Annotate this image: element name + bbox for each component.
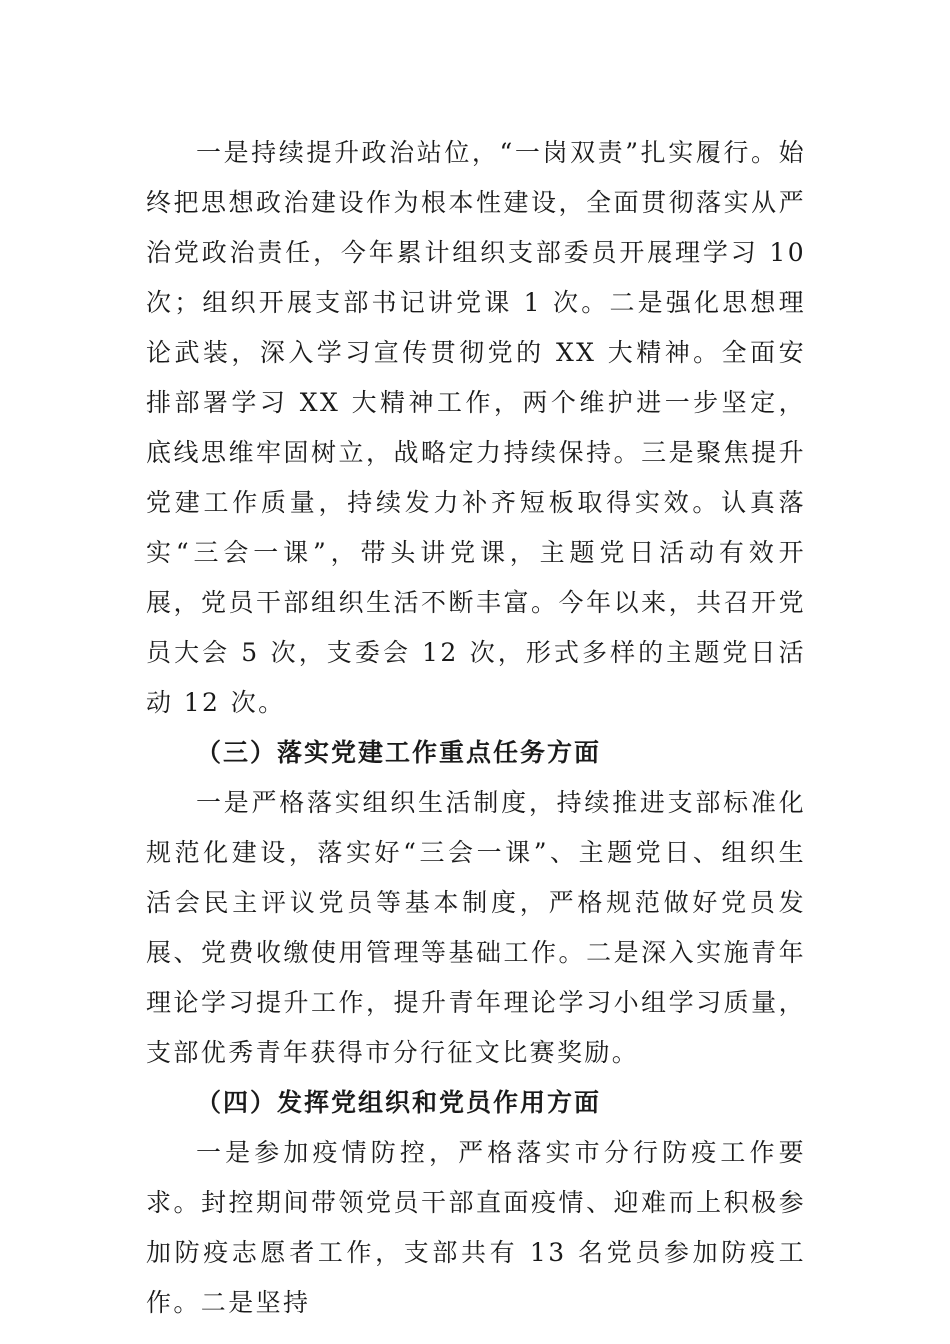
document-body — [146, 128, 806, 1328]
section-heading-key-tasks: （三）落实党建工作重点任务方面 — [196, 738, 602, 767]
paragraph-epidemic-prevention: 一是参加疫情防控，严格落实市分行防疫工作要求。封控期间带领党员干部直面疫情、迎难而上积极参加防疫志愿者工作，支部共有 13 名党员参加防疫工作。二是坚持 — [146, 1138, 806, 1317]
section-heading-party-role: （四）发挥党组织和党员作用方面 — [196, 1088, 602, 1117]
paragraph-political-stance: 一是持续提升政治站位，“一岗双责”扎实履行。始终把思想政治建设作为根本性建设，全面贯彻落实从严治党政治责任，今年累计组织支部委员开展理学习 10 次；组织开展支部书记讲党课 1 次。二是强化思想理论武装，深入学习宣传贯彻党的 XX 大精神。全面安排部署学习 XX 大精神工作，两个维护进一步坚定，底线思维牢固树立，战略定力持续保持。三是聚焦提升党建工作质量，持续发力补齐短板取得实效。认真落实“三会一课”，带头讲党课，主题党日活动有效开展，党员干部组织生活不断丰富。今年以来，共召开党员大会 5 次，支委会 12 次，形式多样的主题党日活动 12 次。 — [146, 138, 806, 717]
paragraph-organizational-life: 一是严格落实组织生活制度，持续推进支部标准化规范化建设，落实好“三会一课”、主题党日、组织生活会民主评议党员等基本制度，严格规范做好党员发展、党费收缴使用管理等基础工作。二是深入实施青年理论学习提升工作，提升青年理论学习小组学习质量，支部优秀青年获得市分行征文比赛奖励。 — [146, 788, 806, 1067]
